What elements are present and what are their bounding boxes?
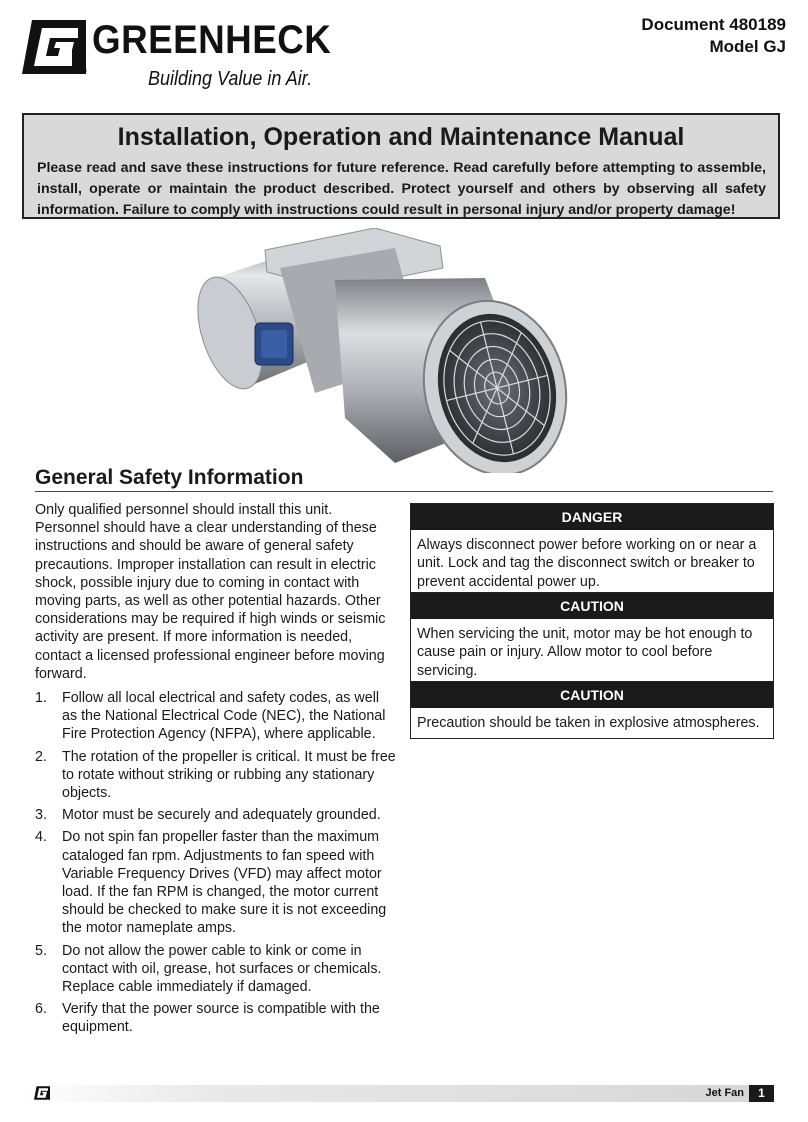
manual-notice: Please read and save these instructions for future reference. Read carefully before attempting to assemble, install, operate or maintain the product described. Protect yourself and others by observing all safety information. Failure to comply with instructions could result in personal injury and/or property damage! <box>37 160 766 218</box>
greenheck-small-logo-icon <box>34 1086 50 1100</box>
list-item <box>35 806 397 824</box>
list-item <box>35 942 397 997</box>
brand-tagline: Building Value in Air. <box>148 68 313 90</box>
page-number: 1 <box>749 1085 774 1102</box>
section-divider <box>35 491 773 492</box>
list-item <box>35 748 397 803</box>
list-item-text: Do not allow the power cable to kink or come in contact with oil, grease, hot surfaces or chemicals. Replace cable immediately if damaged. <box>62 942 382 996</box>
footer-label: Jet Fan <box>705 1087 744 1099</box>
safety-intro: Only qualified personnel should install this unit. Personnel should have a clear understanding of these instructions and should be aware of general safety precautions. Improper installation can result in electric shock, possible injury due to coming in contact with moving parts, as well as other potential hazards. Other considerations may be required if high winds or seismic activity are present. If more information is needed, contact a licensed professional engineer before moving forward. <box>35 502 386 682</box>
footer-bar <box>22 1085 774 1102</box>
manual-title: Installation, Operation and Maintenance Manual <box>117 123 685 151</box>
list-item-number: 3. <box>35 807 47 824</box>
brand-name: GREENHECK <box>92 18 332 62</box>
list-item-number: 5. <box>35 942 47 959</box>
manual-title-box <box>22 113 780 219</box>
caution-heading: CAUTION <box>411 682 773 708</box>
jet-fan-illustration-icon <box>195 228 590 473</box>
caution-text: When servicing the unit, motor may be hot enough to cause pain or injury. Allow motor to cool before servicing. <box>417 626 753 679</box>
section-heading: General Safety Information <box>35 466 304 489</box>
list-item <box>35 1000 397 1036</box>
list-item <box>35 828 397 937</box>
list-item-number: 2. <box>35 748 47 765</box>
list-item-number: 6. <box>35 1001 47 1018</box>
list-item-text: Follow all local electrical and safety codes, as well as the National Electrical Code (NEC), the National Fire Protection Agency (NFPA), where applicable. <box>62 690 386 743</box>
list-item-number: 4. <box>35 829 47 846</box>
list-item <box>35 689 397 744</box>
caution-panel-explosive <box>410 681 774 739</box>
document-number: Document 480189 <box>641 15 786 34</box>
danger-panel <box>410 503 774 598</box>
caution-panel-motor <box>410 592 774 687</box>
document-meta <box>641 14 786 58</box>
list-item-text: The rotation of the propeller is critical. It must be free to rotate without striking or rubbing any stationary objects. <box>62 748 396 802</box>
caution-heading: CAUTION <box>411 593 773 619</box>
caution-text: Precaution should be taken in explosive atmospheres. <box>417 715 760 731</box>
registered-mark: ® <box>80 66 87 76</box>
danger-heading: DANGER <box>411 504 773 530</box>
greenheck-logo-icon <box>22 20 86 74</box>
safety-text-column <box>35 501 397 1041</box>
safety-steps-list <box>35 689 397 1037</box>
model-number: Model GJ <box>709 37 786 56</box>
list-item-text: Verify that the power source is compatible with the equipment. <box>62 1001 380 1036</box>
list-item-number: 1. <box>35 690 47 707</box>
danger-text: Always disconnect power before working on or near a unit. Lock and tag the disconnect switch or breaker to prevent accidental power up. <box>417 537 757 590</box>
list-item-text: Do not spin fan propeller faster than the maximum cataloged fan rpm. Adjustments to fan speed with Variable Frequency Drives (VFD) may affect motor load. If the fan RPM is changed, the motor current should be checked to make sure it is not exceeding the motor nameplate amps. <box>62 829 387 937</box>
list-item-text: Motor must be securely and adequately grounded. <box>62 807 381 824</box>
